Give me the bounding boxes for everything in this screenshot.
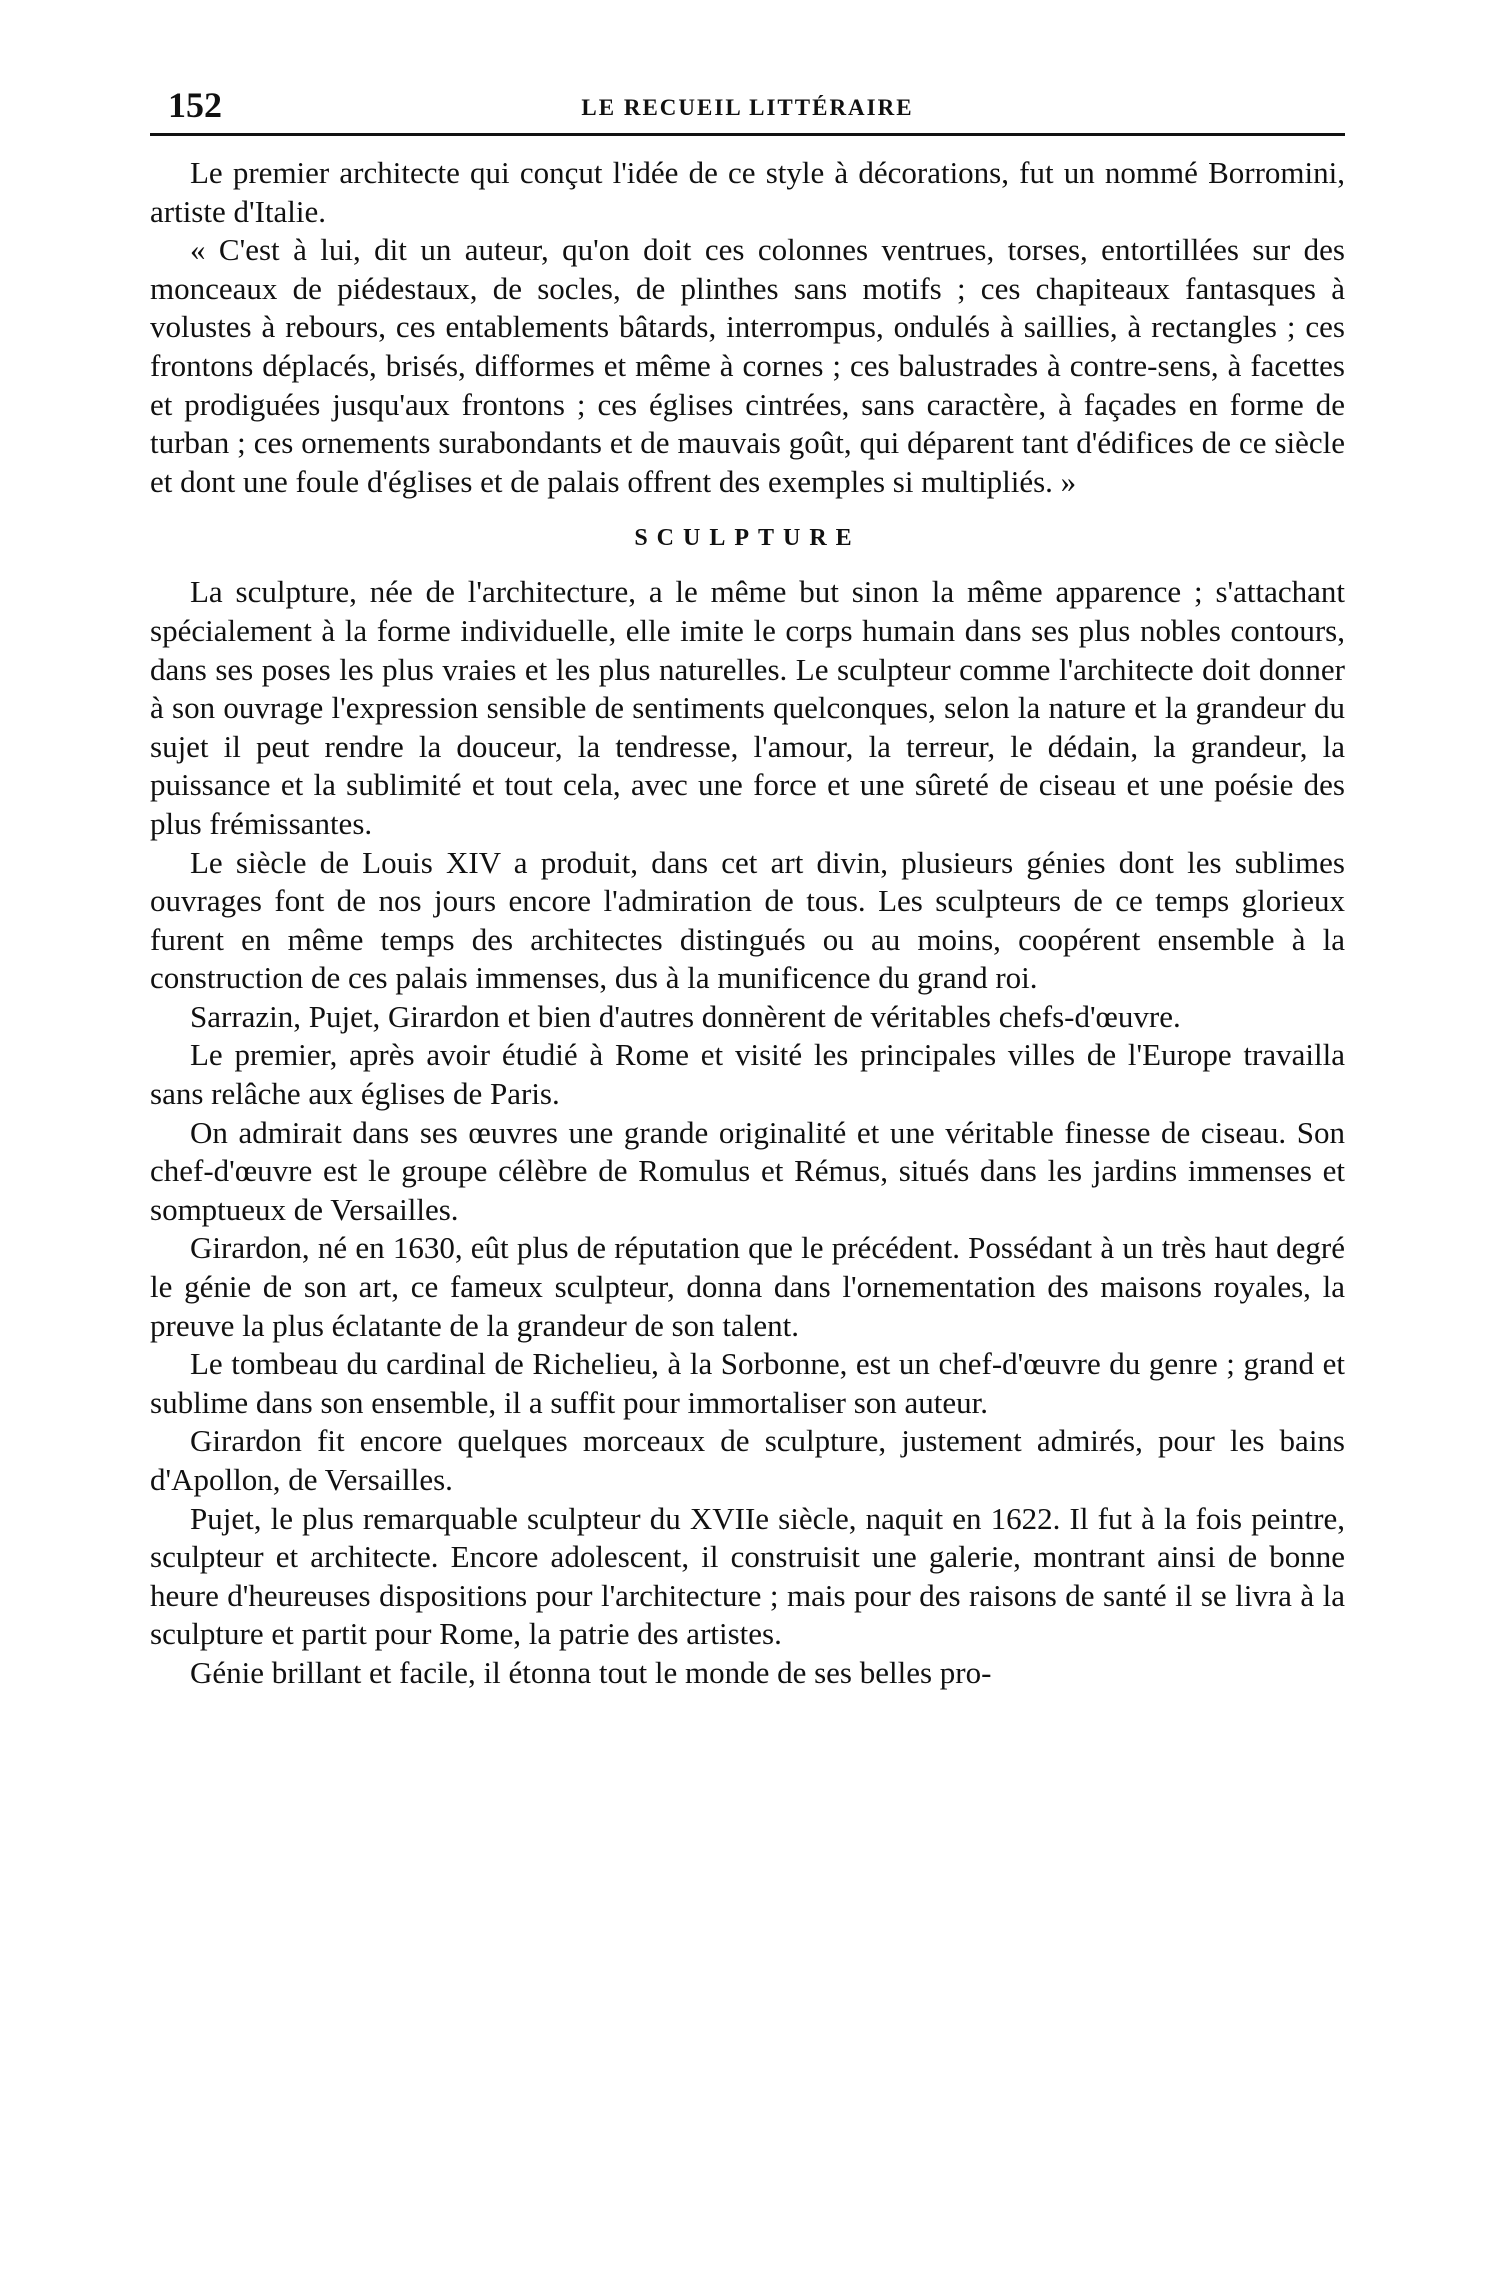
page-body	[150, 154, 1345, 1693]
paragraph: Génie brillant et facile, il étonna tout le monde de ses belles pro-	[190, 1654, 992, 1690]
page-number: 152	[168, 85, 222, 125]
paragraph: « C'est à lui, dit un auteur, qu'on doit ces colonnes ventrues, torses, entortillées sur des monceaux de piédestaux, de socles, de plinthes sans motifs ; ces chapiteaux fantasques à volustes à rebours, ces entablements bâtards, interrompus, ondulés à saillies, à rectangles ; ces frontons déplacés, brisés, difformes et même à cornes ; ces balustrades à contre-sens, à facettes et prodiguées jusqu'aux frontons ; ces églises cintrées, sans caractère, à façades en forme de turban ; ces ornements surabondants et de mauvais goût, qui déparent tant d'édifices de ce siècle et dont une foule d'églises et de palais offrent des exemples si multipliés. »	[150, 232, 1345, 499]
running-title: LE RECUEIL LITTÉRAIRE	[581, 95, 914, 120]
paragraph: Pujet, le plus remarquable sculpteur du XVIIe siècle, naquit en 1622. Il fut à la fois peintre, sculpteur et architecte. Encore adolescent, il construisit une galerie, montrant ainsi de bonne heure d'heureuses dispositions pour l'architecture ; mais pour des raisons de santé il se livra à la sculpture et partit pour Rome, la patrie des artistes.	[150, 1500, 1345, 1652]
paragraph: Le premier architecte qui conçut l'idée de ce style à décorations, fut un nommé Borromini, artiste d'Italie.	[150, 155, 1345, 229]
page-header	[150, 85, 1345, 136]
paragraph: Girardon, né en 1630, eût plus de réputation que le précédent. Possédant à un très haut degré le génie de son art, ce fameux sculpteur, donna dans l'ornementation des maisons royales, la preuve la plus éclatante de la grandeur de son talent.	[150, 1230, 1345, 1343]
paragraph: Sarrazin, Pujet, Girardon et bien d'autres donnèrent de véritables chefs-d'œuvre.	[190, 998, 1181, 1034]
paragraph: On admirait dans ses œuvres une grande originalité et une véritable finesse de ciseau. Son chef-d'œuvre est le groupe célèbre de Romulus et Rémus, situés dans les jardins immenses et somptueux de Versailles.	[150, 1114, 1345, 1227]
paragraph: Le premier, après avoir étudié à Rome et visité les principales villes de l'Europe travailla sans relâche aux églises de Paris.	[150, 1037, 1345, 1112]
page	[150, 85, 1345, 1693]
section-title: SCULPTURE	[634, 525, 861, 552]
paragraph: La sculpture, née de l'architecture, a le même but sinon la même apparence ; s'attachant spécialement à la forme individuelle, elle imite le corps humain dans ses plus nobles contours, dans ses poses les plus vraies et les plus naturelles. Le sculpteur comme l'architecte doit donner à son ouvrage l'expression sensible de sentiments quelconques, selon la nature et la grandeur du sujet il peut rendre la douceur, la tendresse, l'amour, la terreur, le dédain, la grandeur, la puissance et la sublimité et tout cela, avec une force et une sûreté de ciseau et une poésie des plus frémissantes.	[150, 574, 1345, 841]
paragraph: Le tombeau du cardinal de Richelieu, à la Sorbonne, est un chef-d'œuvre du genre ; grand et sublime dans son ensemble, il a suffit pour immortaliser son auteur.	[150, 1346, 1345, 1420]
paragraph: Girardon fit encore quelques morceaux de sculpture, justement admirés, pour les bains d'Apollon, de Versailles.	[150, 1423, 1345, 1497]
paragraph: Le siècle de Louis XIV a produit, dans cet art divin, plusieurs génies dont les sublimes ouvrages font de nos jours encore l'admiration de tous. Les sculpteurs de ce temps glorieux furent en même temps des architectes distingués ou au moins, coopérent ensemble à la construction de ces palais immenses, dus à la munificence du grand roi.	[150, 844, 1345, 996]
